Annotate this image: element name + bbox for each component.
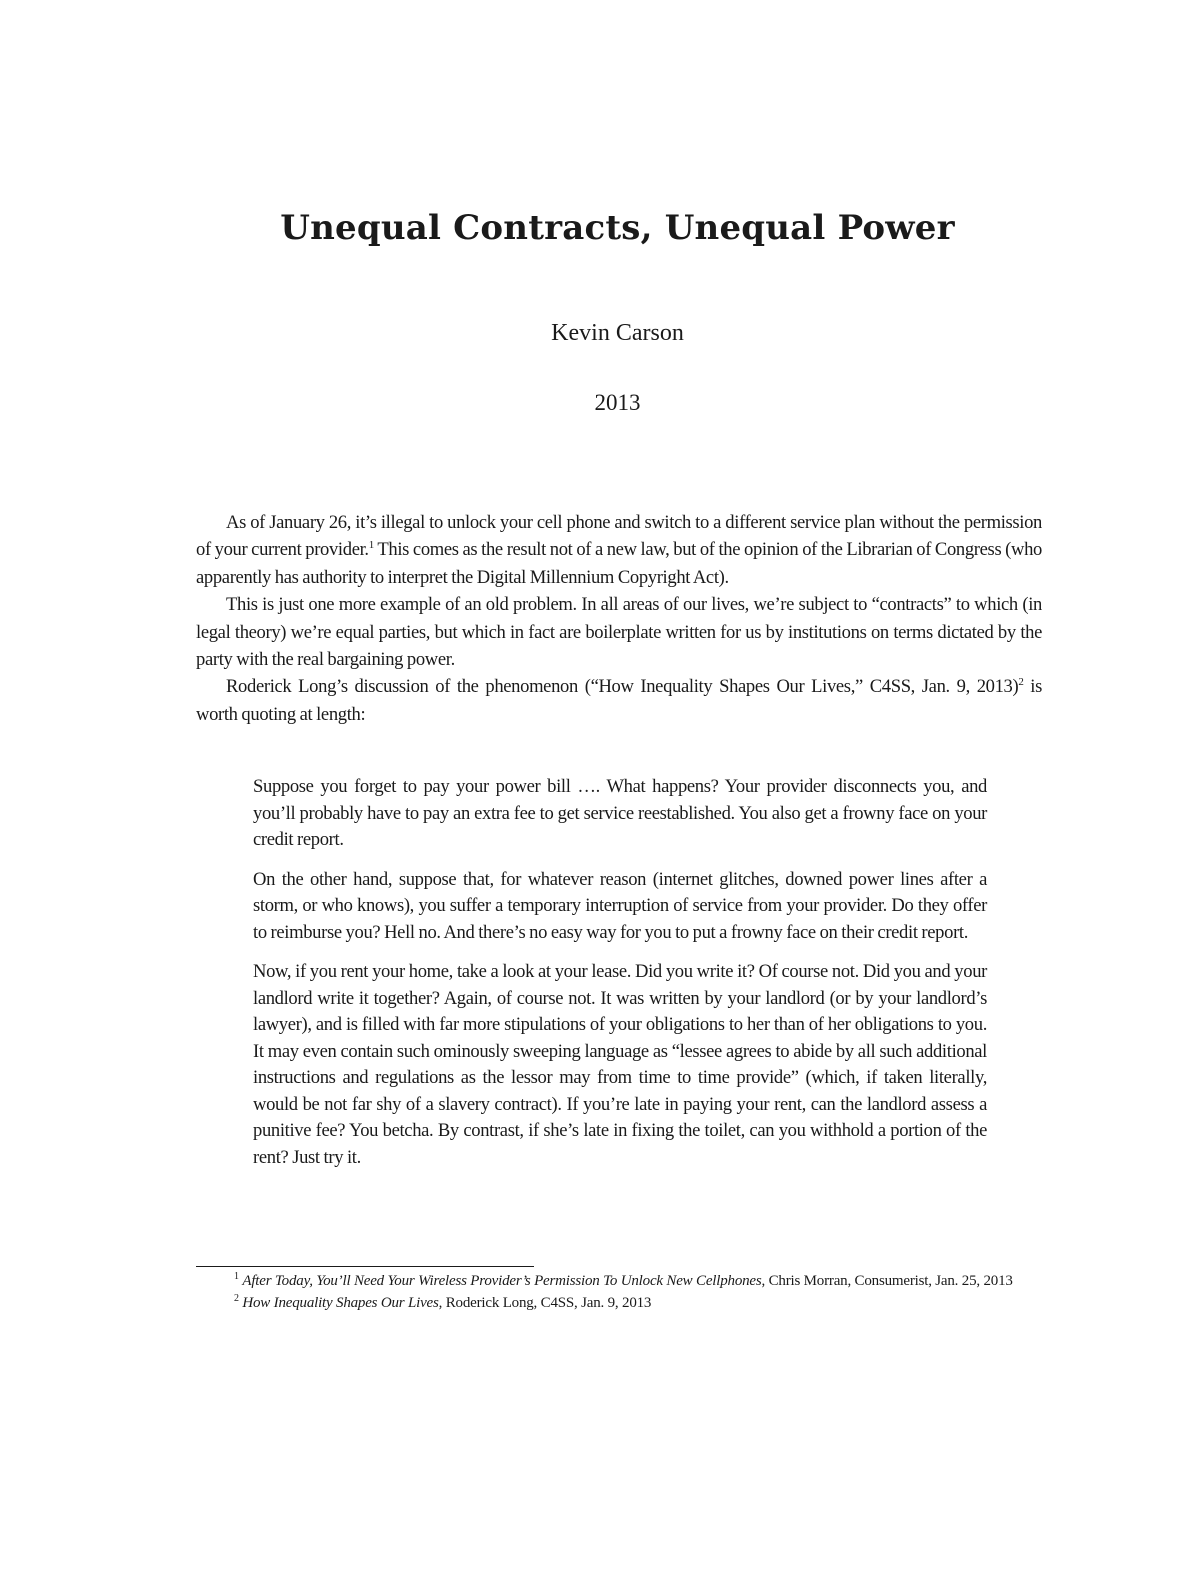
document-year: 2013 bbox=[594, 390, 641, 415]
paragraph: As of January 26, it’s illegal to unlock your cell phone and switch to a different service plan without the permission of your current provider.$^1$ This comes as the result not of a new law, but of the opinion of the Librarian of Congress (who apparently has authority to interpret the Digital Millennium Copyright Act). bbox=[196, 512, 1042, 588]
footnote: $^2$ How Inequality Shapes Our Lives, Roderick Long, C4SS, Jan. 9, 2013 bbox=[234, 1293, 652, 1312]
paragraph: Roderick Long’s discussion of the phenomenon (“How Inequality Shapes Our Lives,” C4SS, Jan. 9, 2013)$^2$ is worth quoting at length: bbox=[196, 676, 1042, 725]
quote-paragraph: Now, if you rent your home, take a look at your lease. Did you write it? Of course not. Did you and your landlord write it together? Again, of course not. It was written by your landlord (or by your landlord’s lawyer), and is filled with far more stipulations of your obligations to her than of her obligations to you. It may even contain such ominously sweeping language as “lessee agrees to abide by all such additional instructions and regulations as the lessor may from time to time provide” (which, if taken literally, would be not far shy of a slavery contract). If you’re late in paying your rent, can the landlord assess a punitive fee? You betcha. By contrast, if she’s late in fixing the toilet, can you withhold a portion of the rent? Just try it. bbox=[253, 961, 987, 1168]
footnote-divider bbox=[196, 1266, 534, 1267]
document-title: Unequal Contracts, Unequal Power bbox=[280, 208, 955, 248]
quote-paragraph: On the other hand, suppose that, for whatever reason (internet glitches, downed power lines after a storm, or who knows), you suffer a temporary interruption of service from your provider. Do they offer to reimburse you? Hell no. And there’s no easy way for you to put a frowny face on their credit report. bbox=[253, 868, 987, 943]
footnote-marker[interactable]: 2 bbox=[1018, 676, 1024, 689]
footnote-title: After Today, You’ll Need Your Wireless Provider’s Permission To Unlock New Cellphones bbox=[242, 1273, 762, 1289]
footnote-marker[interactable]: 1 bbox=[368, 539, 374, 552]
quote-paragraph: Suppose you forget to pay your power bill …. What happens? Your provider disconnects you, and you’ll probably have to pay an extra fee to get service reestablished. You also get a frowny face on your credit report. bbox=[253, 776, 987, 850]
paragraph: This is just one more example of an old problem. In all areas of our lives, we’re subject to “contracts” to which (in legal theory) we’re equal parties, but which in fact are boilerplate written for us by institutions on terms dictated by the party with the real bargaining power. bbox=[196, 594, 1042, 671]
footnote: $^1$ After Today, You’ll Need Your Wireless Provider’s Permission To Unlock New Cellphones, Chris Morran, Consumerist, Jan. 25, 2013 bbox=[234, 1271, 1013, 1289]
block-quote bbox=[253, 774, 987, 1184]
footnote-number: 2 bbox=[234, 1293, 239, 1305]
footnote-number: 1 bbox=[234, 1271, 239, 1282]
footnotes bbox=[196, 1270, 1042, 1315]
body-text bbox=[196, 509, 1042, 728]
document-author: Kevin Carson bbox=[551, 320, 684, 346]
footnote-title: How Inequality Shapes Our Lives bbox=[242, 1295, 439, 1312]
